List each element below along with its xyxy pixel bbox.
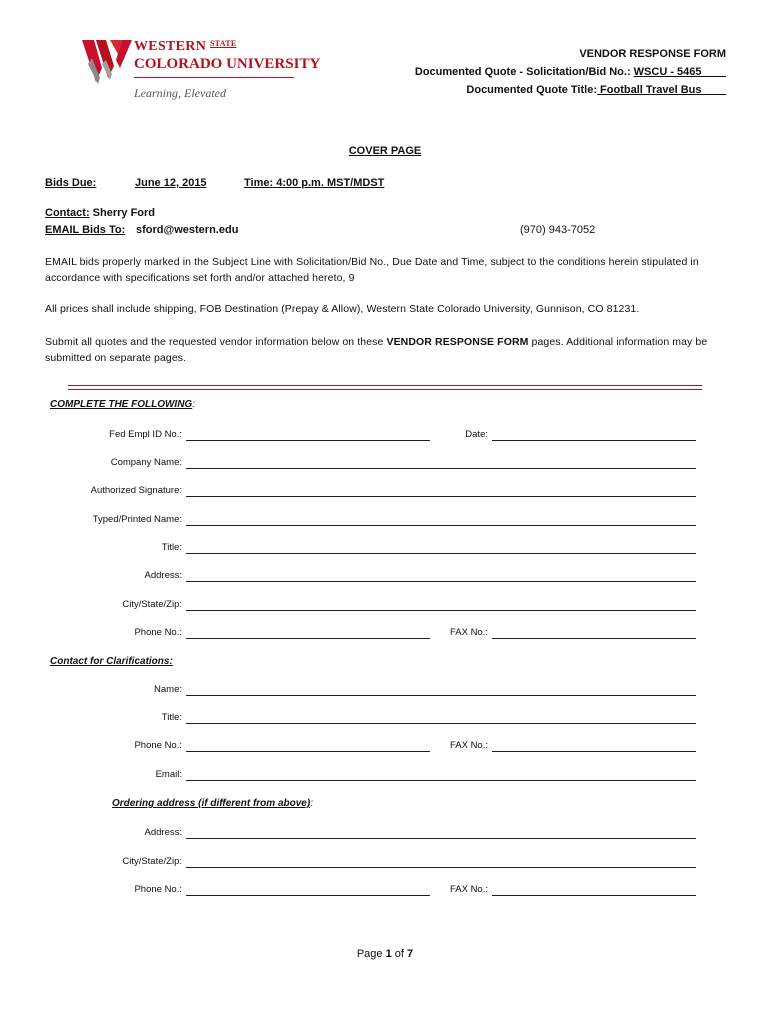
instructions-paragraph-3: Submit all quotes and the requested vendor information below on these VENDOR RESPONSE FORM pages. Additional information may be submitted on separate pages. [45, 336, 708, 364]
title-label: Title: [161, 542, 182, 553]
logo-rule [134, 77, 294, 78]
bids-due-date: June 12, 2015 [135, 177, 207, 189]
order-city-state-zip-label: City/State/Zip: [122, 856, 182, 867]
clarif-name-field[interactable] [186, 695, 696, 696]
instructions-paragraph-1: EMAIL bids properly marked in the Subject Line with Solicitation/Bid No., Due Date and Time, subject to the conditions herein stipulated in accordance with specifications set forth and/or attached hereto, 9 [45, 256, 699, 284]
city-state-zip-label: City/State/Zip: [122, 599, 182, 610]
date-field[interactable] [492, 440, 696, 441]
quote-number: WSCU - 5465____ [633, 66, 726, 78]
company-name-field[interactable] [186, 468, 696, 469]
instructions-paragraph-2: All prices shall include shipping, FOB Destination (Prepay & Allow), Western State Colorado University, Gunnison, CO 81231. [45, 303, 640, 315]
order-address-label: Address: [144, 827, 182, 838]
clarif-name-label: Name: [154, 684, 182, 695]
clarif-title-field[interactable] [186, 723, 696, 724]
phone-label: Phone No.: [134, 627, 182, 638]
clarif-email-field[interactable] [186, 780, 696, 781]
section-divider-second [68, 389, 702, 390]
logo-line-2: COLORADO UNIVERSITY [134, 56, 321, 72]
date-label: Date: [465, 429, 488, 440]
logo-line-1: WESTERN $^{STATE}$ [134, 39, 237, 54]
email-bids-address[interactable]: sford@western.edu [136, 224, 239, 236]
section-divider [68, 385, 702, 386]
order-fax-field[interactable] [492, 895, 696, 896]
fax-label: FAX No.: [449, 627, 488, 638]
ordering-address-heading: Ordering address (if different from above): [112, 798, 313, 809]
logo-tagline: Learning, Elevated [134, 86, 226, 100]
address-field[interactable] [186, 581, 696, 582]
fed-id-label: Fed Empl ID No.: [109, 429, 182, 440]
order-city-state-zip-field[interactable] [186, 867, 696, 868]
phone-field[interactable] [186, 638, 430, 639]
clarif-phone-label: Phone No.: [134, 740, 182, 751]
order-fax-label: FAX No.: [449, 884, 488, 895]
typed-name-field[interactable] [186, 525, 696, 526]
city-state-zip-field[interactable] [186, 610, 696, 611]
fed-id-field[interactable] [186, 440, 430, 441]
authorized-signature-label: Authorized Signature: [90, 485, 182, 496]
order-phone-field[interactable] [186, 895, 430, 896]
contact-phone: (970) 943-7052 [520, 224, 596, 236]
quote-title: Football Travel Bus____ [597, 84, 726, 96]
clarif-phone-field[interactable] [186, 751, 430, 752]
address-label: Address: [144, 570, 182, 581]
fax-field[interactable] [492, 638, 696, 639]
clarif-fax-field[interactable] [492, 751, 696, 752]
quote-number-line: Documented Quote - Solicitation/Bid No.: WSCU - 5465____ [414, 66, 726, 78]
contact-line: Contact: Sherry Ford [45, 207, 156, 219]
email-bids-label: EMAIL Bids To: [45, 224, 126, 236]
form-title: VENDOR RESPONSE FORM [579, 48, 726, 60]
clarif-email-label: Email: [155, 769, 182, 780]
bid-time: Time: 4:00 p.m. MST/MDST [244, 177, 385, 189]
order-address-field[interactable] [186, 838, 696, 839]
bids-due-label: Bids Due: [45, 177, 97, 189]
cover-heading: COVER PAGE [348, 145, 422, 157]
clarif-title-label: Title: [161, 712, 182, 723]
typed-name-label: Typed/Printed Name: [92, 514, 182, 525]
company-name-label: Company Name: [110, 457, 182, 468]
clarifications-heading: Contact for Clarifications: [50, 656, 173, 667]
university-logo [82, 38, 321, 104]
quote-title-line: Documented Quote Title: Football Travel Bus____ [466, 84, 726, 96]
clarif-fax-label: FAX No.: [449, 740, 488, 751]
title-field[interactable] [186, 553, 696, 554]
order-phone-label: Phone No.: [134, 884, 182, 895]
page-number: Page 1 of 7 [356, 948, 414, 960]
complete-heading: COMPLETE THE FOLLOWING: [50, 399, 195, 410]
wscu-w-mark-icon [82, 38, 132, 84]
authorized-signature-field[interactable] [186, 496, 696, 497]
